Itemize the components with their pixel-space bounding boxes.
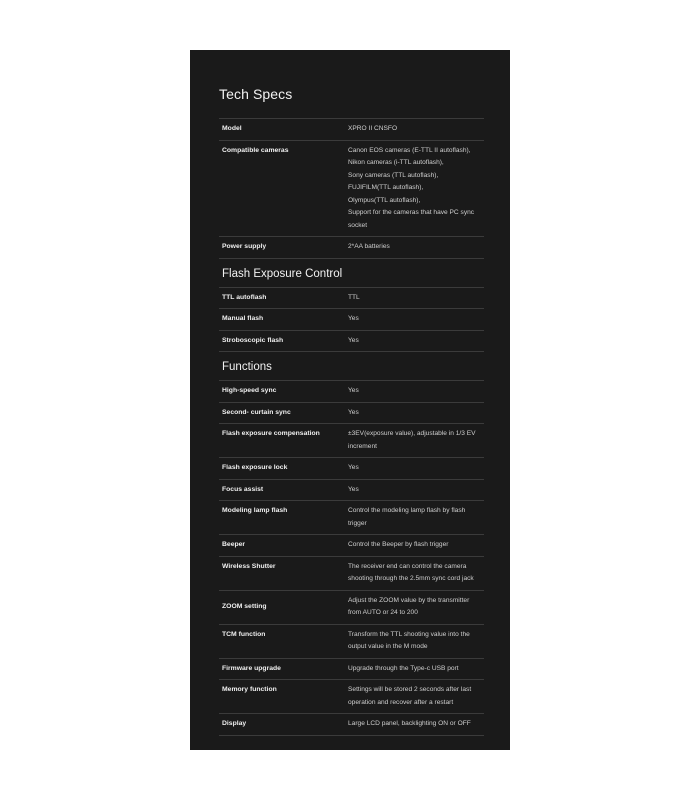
section-title-flash-exposure: Flash Exposure Control <box>219 259 484 288</box>
spec-row-beeper <box>219 535 484 557</box>
spec-label: High-speed sync <box>222 387 277 394</box>
spec-label: Memory function <box>222 686 277 693</box>
spec-value: 2*AA batteries <box>348 243 390 250</box>
spec-row-ttl-autoflash <box>219 288 484 310</box>
spec-label: Compatible cameras <box>222 146 289 154</box>
spec-value: Yes <box>348 485 359 493</box>
specs-content <box>219 118 484 736</box>
spec-label: Focus assist <box>222 485 264 493</box>
spec-value: Yes <box>348 315 359 322</box>
spec-row-flash-exposure-lock <box>219 458 484 480</box>
spec-label: Model <box>222 125 242 132</box>
spec-value: Yes <box>348 464 359 471</box>
spec-row-tcm-function <box>219 625 484 659</box>
spec-label: Flash exposure compensation <box>222 430 320 437</box>
spec-value: Control the modeling lamp flash by flash trigger <box>348 507 466 527</box>
spec-label: Firmware upgrade <box>222 664 281 672</box>
spec-row-power-supply <box>219 237 484 259</box>
spec-value: Yes <box>348 336 359 344</box>
spec-row-focus-assist <box>219 480 484 502</box>
page-title: Tech Specs <box>219 86 293 102</box>
spec-row-firmware-upgrade <box>219 659 484 681</box>
spec-row-stroboscopic-flash <box>219 331 484 353</box>
spec-row-flash-exposure-compensation <box>219 424 484 458</box>
spec-row-memory-function <box>219 680 484 714</box>
spec-value: Large LCD panel, backlighting ON or OFF <box>348 720 471 727</box>
spec-label: ZOOM setting <box>222 602 267 610</box>
spec-value: Transform the TTL shooting value into the output value in the M mode <box>348 630 470 650</box>
spec-label: Flash exposure lock <box>222 464 288 471</box>
tech-specs-panel <box>190 50 510 750</box>
spec-value: Canon EOS cameras (E-TTL II autoflash), Nikon cameras (i-TTL autoflash), Sony cameras (TTL autoflash), FUJIFILM(TTL autoflash), Olympus(TTL autoflash), Support for the cameras that have PC sync socket <box>348 146 475 229</box>
spec-value: Upgrade through the Type-c USB port <box>348 664 459 672</box>
spec-label: Display <box>222 720 247 727</box>
spec-label: Stroboscopic flash <box>222 336 284 344</box>
spec-row-manual-flash <box>219 309 484 331</box>
spec-value: ±3EV(exposure value), adjustable in 1/3 EV increment <box>348 430 476 450</box>
spec-label: TCM function <box>222 630 266 638</box>
spec-row-modeling-lamp-flash <box>219 501 484 535</box>
spec-label: Wireless Shutter <box>222 562 276 570</box>
spec-row-zoom-setting <box>219 591 484 625</box>
spec-label: Second- curtain sync <box>222 408 291 416</box>
spec-value: Adjust the ZOOM value by the transmitter from AUTO or 24 to 200 <box>348 596 470 616</box>
spec-value: Settings will be stored 2 seconds after last operation and recover after a restart <box>348 686 472 706</box>
spec-value: Yes <box>348 387 359 394</box>
spec-label: Power supply <box>222 243 267 250</box>
spec-label: Beeper <box>222 541 246 548</box>
spec-label: TTL autoflash <box>222 293 267 301</box>
spec-value: Control the Beeper by flash trigger <box>348 541 449 548</box>
spec-row-high-speed-sync <box>219 381 484 403</box>
spec-row-second-curtain-sync <box>219 403 484 425</box>
spec-row-compatible-cameras <box>219 141 484 238</box>
spec-row-wireless-shutter <box>219 557 484 591</box>
spec-value: TTL <box>348 293 360 301</box>
spec-row-model <box>219 118 484 141</box>
spec-label: Modeling lamp flash <box>222 507 288 514</box>
spec-label: Manual flash <box>222 315 264 322</box>
spec-row-display <box>219 714 484 736</box>
spec-value: The receiver end can control the camera shooting through the 2.5mm sync cord jack <box>348 562 474 582</box>
spec-value: XPRO II CNSFO <box>348 125 398 132</box>
section-title-functions: Functions <box>219 352 484 381</box>
spec-value: Yes <box>348 408 359 416</box>
